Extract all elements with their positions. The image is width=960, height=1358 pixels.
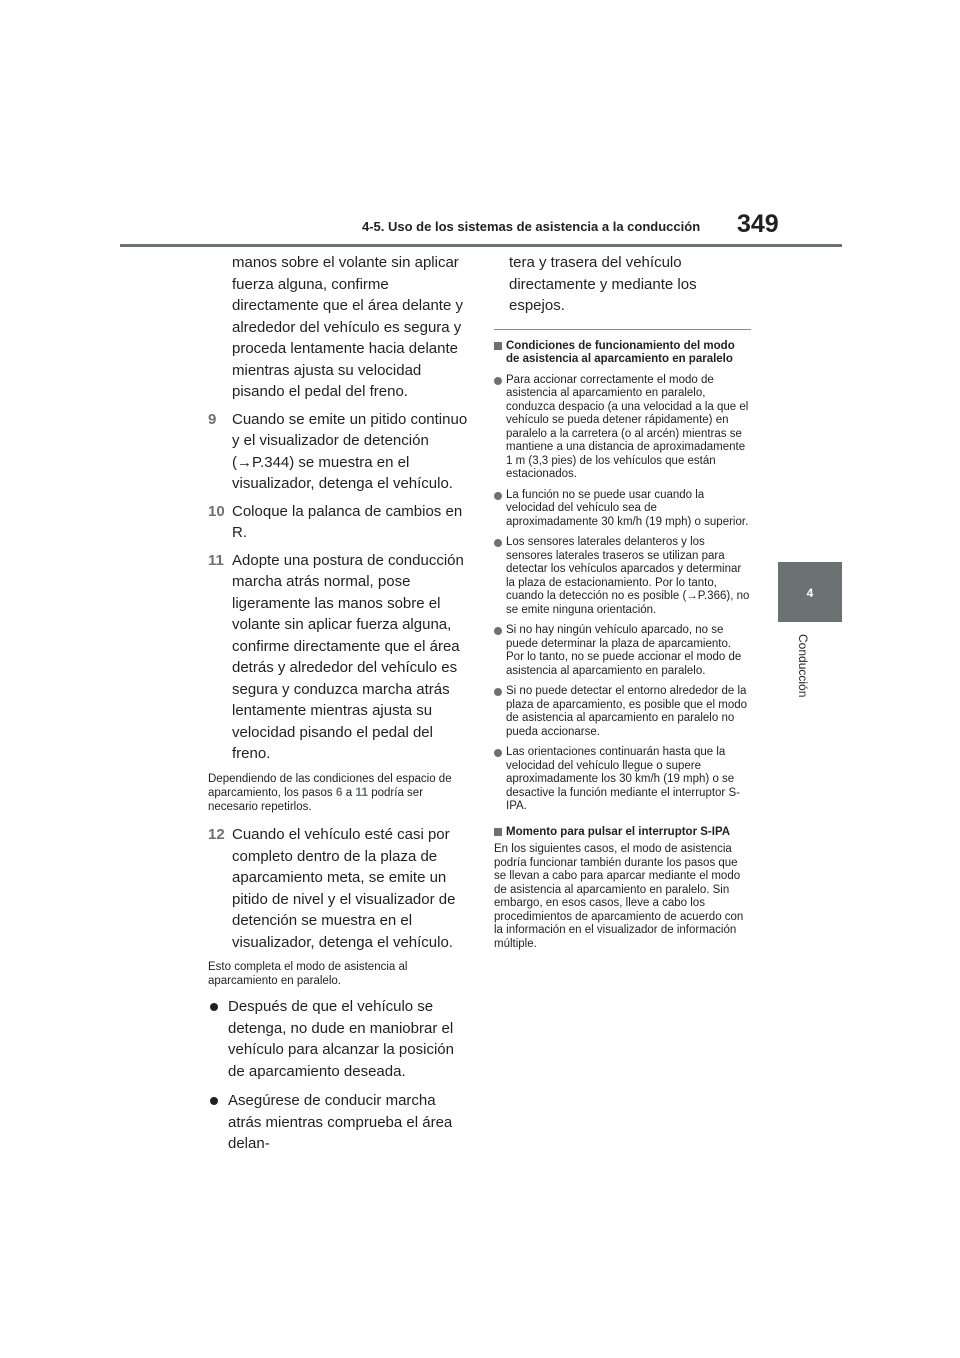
list-item-text: Si no puede detectar el entorno alrededor de la plaza de aparcamiento, es posible que el modo de asistencia al aparcamiento en paralelo no pueda accionarse. [506,685,748,738]
note-step-b: 11 [355,785,369,799]
section-paragraph: En los siguientes casos, el modo de asistencia podría funcionar también durante los pasos que se llevan a cabo para aparcar mediante el modo de asistencia al aparcamiento en paralelo. Sin embargo, en esos casos, lleve a cabo los procedimientos de aparcamiento de acuerdo con la información en el visualizador de información múltiple. [494,843,744,950]
note-text-before: Dependiendo de las condiciones del espacio de aparcamiento, los pasos [208,772,452,799]
note-text-middle: a [345,787,353,799]
bullet-icon [210,1003,218,1011]
list-item-text: Los sensores laterales delanteros y los sensores laterales traseros se utilizan para detectar los vehículos aparcados y determinar la plaza de estacionamiento. Por lo tanto, cuando la detección no es posible (→P.366), no se emite ninguna orientación. [506,536,750,616]
completion-note: Esto completa el modo de asistencia al aparcamiento en paralelo. [208,961,408,987]
step-text: Coloque la palanca de cambios en R. [232,502,463,541]
section-heading-text: Condiciones de funcionamiento del modo de asistencia al aparcamiento en paralelo [506,339,735,365]
list-item [494,536,751,617]
list-item [208,1090,470,1155]
step-9 [208,409,470,495]
step-12 [208,824,470,953]
list-item [494,489,751,530]
list-item-text: Para accionar correctamente el modo de asistencia al aparcamiento en paralelo, conduzca despacio (a una velocidad a la que el vehículo se pueda detener rápidamente) en paralelo a la carretera (o al arcén) mientras se mantiene a una distancia de aproximadamente 1 m (3,3 pies) de los vehículos que están estacionados. [506,373,749,480]
list-item-text: Las orientaciones continuarán hasta que la velocidad del vehículo llegue o supere aproximadamente los 30 km/h (19 mph) o se desactive la función mediante el interruptor S-IPA. [506,746,740,812]
step-10 [208,501,470,544]
list-item-text: La función no se puede usar cuando la velocidad del vehículo sea de aproximadamente 30 km/h (19 mph) o superior. [506,488,749,528]
header-divider [120,244,842,247]
intro-paragraph: manos sobre el volante sin aplicar fuerza alguna, confirme directamente que el área delante y alrededor del vehículo es segura y proceda lentamente hacia delante mientras ajusta su velocidad pisando el pedal del freno. [232,254,463,400]
step-number: 9 [208,410,217,428]
chapter-tab [778,562,842,622]
section-title: 4-5. Uso de los sistemas de asistencia a la conducción [362,219,701,234]
section-heading-text: Momento para pulsar el interruptor S-IPA [506,825,731,838]
page-number: 349 [737,210,779,238]
list-item [208,996,470,1082]
left-column [208,252,470,1155]
section-heading [494,340,751,367]
square-bullet-icon [494,828,502,836]
step-text: Cuando se emite un pitido continuo y el visualizador de detención (→P.344) se muestra en el visualizador, detenga el vehículo. [232,410,468,492]
step-text: Adopte una postura de conducción marcha atrás normal, pose ligeramente las manos sobre el volante sin aplicar fuerza alguna, confirme directamente que el área detrás y alrededor del vehículo es segura y conduzca marcha atrás lentamente mientras ajusta su velocidad pisando el pedal del freno. [232,551,464,762]
list-item [494,746,751,814]
bullet-icon [494,627,502,635]
list-item [494,374,751,482]
repeat-steps-note [208,773,470,815]
list-item [494,624,751,678]
bullet-icon [210,1097,218,1105]
bullet-icon [494,749,502,757]
right-column [494,252,751,951]
section-divider [494,329,751,330]
note-text-after: podría ser necesario repetirlos. [208,787,424,813]
list-item [494,685,751,739]
step-11 [208,550,470,765]
section-heading [494,826,751,840]
step-number: 12 [208,826,225,843]
step-text: Cuando el vehículo esté casi por completo dentro de la plaza de aparcamiento meta, se emite un pitido de nivel y el visualizador de detención se muestra en el visualizador, detenga el vehículo. [232,826,456,951]
list-item-text: Después de que el vehículo se detenga, no dude en maniobrar el vehículo para alcanzar la posición de aparcamiento deseada. [228,998,454,1080]
chapter-label-text: Conducción [796,634,810,698]
step-number: 11 [208,551,224,569]
bullet-icon [494,377,502,385]
note-step-a: 6 [335,785,343,799]
square-bullet-icon [494,342,502,350]
step-number: 10 [208,502,225,520]
list-item-text: Si no hay ningún vehículo aparcado, no se puede determinar la plaza de aparcamiento. Por lo tanto, no se puede accionar el modo de asistencia al aparcamiento en paralelo. [506,624,742,677]
bullet-icon [494,492,502,500]
list-item-text: Asegúrese de conducir marcha atrás mientras comprueba el área delan- [228,1092,453,1152]
bullet-icon [494,539,502,547]
chapter-number: 4 [806,586,814,600]
chapter-label [796,634,810,714]
continuation-paragraph: tera y trasera del vehículo directamente y mediante los espejos. [509,254,697,314]
bullet-icon [494,688,502,696]
